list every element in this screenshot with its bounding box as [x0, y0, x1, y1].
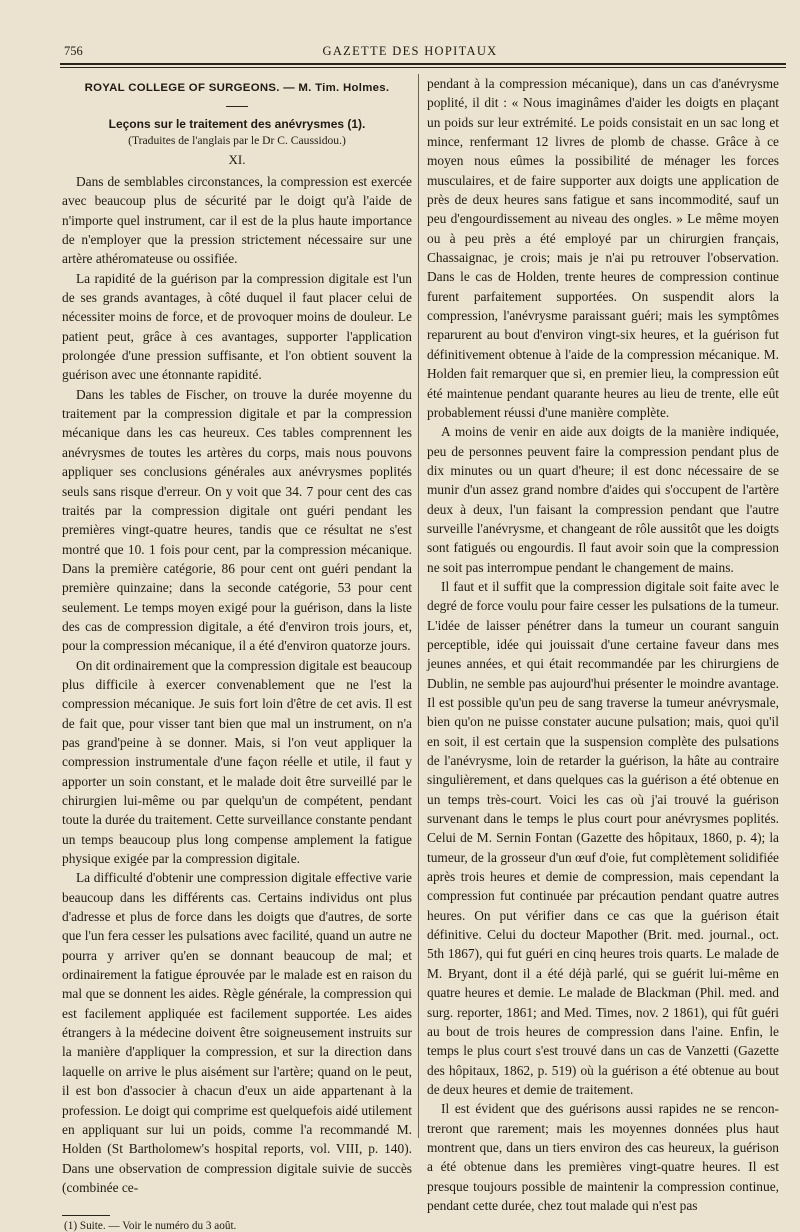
section-number: XI.: [228, 152, 246, 167]
article-heading: ROYAL COLLEGE OF SURGEONS. — M. Tim. Holmes.: [84, 82, 390, 94]
header-rule-thin: [60, 67, 786, 68]
running-head: [60, 44, 760, 64]
page-number: 756: [64, 44, 83, 58]
column-divider: [418, 74, 419, 1138]
footnote: (1) Suite. — Voir le numéro du 3 août.: [64, 1220, 237, 1232]
paragraph: Dans de semblables circonstances, la compression est exercée avec beaucoup plus de sécurité par le doigt qu'à l'aide de n'importe quel instrument, car il est de la plus haute importance de n'employer que la pression strictement nécessaire sur une artère athéromateuse ou ossifiée.: [62, 174, 412, 267]
paragraph: Il est évident que des guérisons aussi rapides ne se rencontreront que rarement; mais les moyennes données plus haut montrent que, dans un tiers environ des cas heureux, la guérison a été obtenue dans les premières vingt-quatre heures. Il est presque toujours possible de maintenir la compression continue, pendant cette durée, chez tout malade qui n'est pas: [427, 1101, 779, 1213]
footnote-rule: [62, 1215, 110, 1216]
article-subtitle: Leçons sur le traitement des anévrysmes (1).: [108, 117, 366, 131]
paragraph: A moins de venir en aide aux doigts de la manière indiquée, peu de personnes peuvent faire la compression pendant plus de dix minutes ou un quart d'heure; il est donc nécessaire de se munir d'un assez grand nombre d'aides qui s'occupent de l'artère deux à deux, l'un faisant la compression pendant que l'autre surveille l'anévrysme, et changeant de rôle aussitôt que les doigts sont fatigués ou engourdis. Il faut avoir soin que la compression ne soit pas interrompue pendant le changement de mains.: [427, 424, 779, 575]
paragraph: La difficulté d'obtenir une compression digitale effective varie beaucoup dans les différents cas. Certains individus ont plus d'adresse et plus de force dans les doigts que d'autres, de sorte que l'un fera cesser les pulsations avec facilité, quand un autre ne pourra y arriver qu'en se donnant beaucoup de mal; et ordinairement la fatigue éprouvée par le malade est en raison du mal que se donnent les aides. Règle générale, la compression qui est facilement appliquée est facilement supportée. Les aides étrangers à la médecine doivent être soigneusement instruits sur la manière d'appliquer la compression, et sur la direction dans laquelle on arrive le plus aisément sur l'artère; quand on le peut, il est bon d'associer à chacun d'eux un aide appartenant à la profession. Le doigt qui comprime est quelquefois aidé utilement en appliquant sur lui un poids, comme l'a recommandé M. Holden (St Bartholomew's hospital reports, vol. VIII, p. 140). Dans une observation de compression digitale suivie de succès (combinée ce-: [62, 870, 412, 1195]
paragraph: La rapidité de la guérison par la compression digitale est l'un de ses grands avantages, à côté duquel il faut placer celui de nécessiter moins de force, et de provoquer moins de douleur. Le patient peut, grâce à ces avantages, supporter l'application prolongée d'une pression suffisante, et l'on obtient souvent la guérison avec une étonnante rapidité.: [62, 270, 412, 383]
translator-note: (Traduites de l'anglais par le Dr C. Caussidou.): [128, 134, 346, 147]
paragraph: On dit ordinairement que la compression digitale est beaucoup plus difficile à exercer convenablement que ne l'est la compression mécanique. Je suis fort loin d'être de cet avis. Il est de fait que, pour visser tant bien que mal un instrument, on n'a pas grand'peine à se donner. Mais, si l'on veut appliquer la compression instrumentale d'une façon réelle et utile, il faut y apporter un soin constant, et le malade doit être surveillé par le chirurgien lui-même ou par quelqu'un de compétent, pendant toute la durée du traitement. Cette surveillance constante pendant un temps beaucoup plus long compense amplement la fatigue physique exigée par la compression digitale.: [62, 657, 412, 867]
paragraph: Dans les tables de Fischer, on trouve la durée moyenne du traitement par la compression digitale et par la compression mécanique dans les cas heureux. Ces tables comprennent les anévrysmes de toutes les artères du corps, mais nous pouvons appliquer ses conclusions générales aux anévrysmes poplités seuls sans risque d'erreur. On y voit que 34. 7 pour cent des cas traités par la compression digitale ont guéri pendant les premières vingt-quatre heures, tandis que ce résultat ne s'est montré que 10. 1 fois pour cent, par la compression mécanique. Dans la première catégorie, 86 pour cent ont guéri pendant la première quinzaine; dans la seconde catégorie, 53 pour cent seulement. Le temps moyen exigé pour la guérison, dans la liste des cas de compression digitale, a été d'environ trois jours, et, pour la compression mécanique, il a été d'environ quatorze jours.: [62, 386, 412, 654]
paragraph: pendant à la compression mécanique), dans un cas d'anévrysme poplité, il dit : « Nous imaginâmes d'aider les doigts en plaçant un poids sur leur extrémité. Le poids consistait en un sac long et mince, renfermant 12 livres de plomb de chasse. Grâce à ce moyen nous eûmes la possibilité de ménager les forces musculaires, et de faire supporter aux doigts une application de près de deux heures sans fatigue et sans incommodité, sauf un peu d'engourdissement au niveau des ongles. » Le même moyen ou à peu près a été employé par un chirurgien français, Chassaignac, je crois; mais je n'ai pu retrouver l'observation. Dans le cas de Holden, trente heures de compression continue furent parfaitement supportées. On suspendit alors la compression, l'anévrysme paraissant guéri; mais les symptômes reparurent au bout d'environ vingt-six heures, et la guérison fut définitivement obtenue à l'aide de la compression mécanique. M. Holden fait remarquer que si, en premier lieu, la compression eût été maintenue pendant quarante heures au lieu de trente, elle eût probablement réussi d'une manière complète.: [427, 76, 779, 420]
left-column: [62, 74, 412, 1232]
heading-rule: [226, 106, 248, 107]
journal-title: GAZETTE DES HOPITAUX: [322, 44, 498, 58]
right-column: [427, 74, 779, 1215]
header-rule: [60, 63, 786, 65]
paragraph: Il faut et il suffit que la compression digitale soit faite avec le degré de force voulu pour faire cesser les pulsations de la tumeur. L'idée de laisser pénétrer dans la tumeur un courant sanguin perceptible, idée qui jouissait d'une certaine faveur dans mes jeunes années, et qui était recommandée par les chirurgiens de Dublin, ne semble pas aujourd'hui présenter le moindre avantage. Il est possible qu'un peu de sang traverse la tumeur anévrysmale, bien qu'on ne puisse constater aucune pulsation; mais, quoi qu'il en soit, il est certain que la suspension complète des pulsations de l'anévrysme, loin de retarder la guérison, la hâte au contraire singulièrement, et dans quelques cas la guérison a été obtenue en un temps très-court. Voici les cas où j'ai trouvé la guérison survenant dans le temps le plus court pour anévrysmes poplités. Celui de M. Sernin Fontan (Gazette des hôpitaux, 1860, p. 4); la tumeur, de la grosseur d'un œuf d'oie, fut complètement solidifiée après trois heures et demie de compression, mais cependant la compression fut continuée par précaution pendant quatre autres heures. On put vérifier dans ce cas que la guérison était définitive. Celui du docteur Mapother (Brit. med. journal., oct. 5th 1867), qui fut guéri en cinq heures trois quarts. Le malade de M. Bryant, dont il a été déjà parlé, qui se guérit lui-même en quatre heures et demie. Le malade de Blackman (Phil. med. and surg. reporter, 1861; and Med. Times, nov. 2 1861), qui fût guéri au bout de trois heures de compression dans l'aine. Enfin, le temps le plus court s'est trouvé dans un cas de Vanzetti (Gazette des hôpitaux, 1862, p. 519) où la guérison a été obtenue au bout de deux heures et demie de traitement.: [427, 578, 779, 1097]
